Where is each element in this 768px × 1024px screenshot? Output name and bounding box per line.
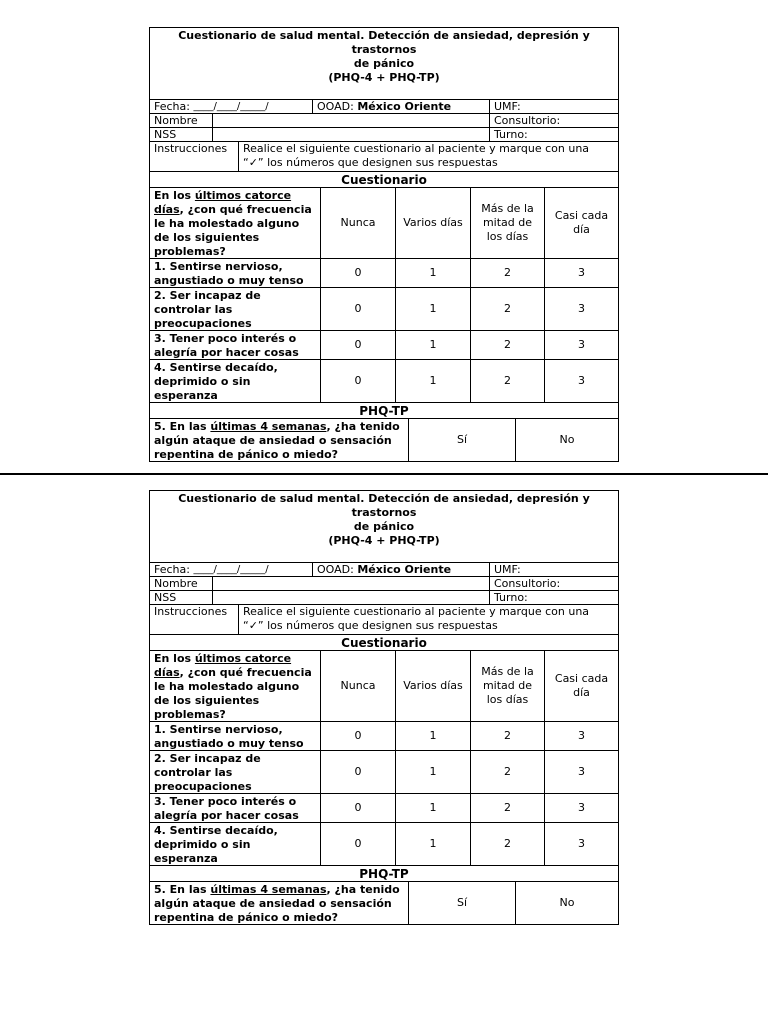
- answer-q1-v3[interactable]: 3: [544, 722, 618, 750]
- section-cuestionario: Cuestionario: [341, 635, 427, 650]
- answer-q4-v3[interactable]: 3: [544, 360, 618, 402]
- question-header-underline-2: días: [154, 203, 180, 216]
- title-row: [150, 28, 618, 99]
- q5-text-1: 5. En las: [154, 420, 211, 433]
- answer-q3-v0[interactable]: 0: [320, 331, 395, 359]
- section-phqtp: PHQ-TP: [359, 866, 409, 881]
- nombre-row: [150, 576, 618, 590]
- phqtp-header-row: [150, 402, 618, 418]
- instrucciones-line-1: Realice el siguiente cuestionario al paciente y marque con una: [243, 142, 590, 155]
- answer-q4-v0[interactable]: 0: [320, 823, 395, 865]
- question-text-4: 4. Sentirse decaído, deprimido o sin esperanza: [154, 361, 278, 402]
- question-row-2: [150, 287, 618, 330]
- question-header-text-1: En los: [154, 652, 195, 665]
- instrucciones-line-2: “✓” los números que designen sus respuestas: [243, 156, 498, 169]
- answer-q2-v2[interactable]: 2: [470, 751, 544, 793]
- q5-option-si[interactable]: Sí: [408, 419, 515, 461]
- cuestionario-header-row: [150, 171, 618, 187]
- column-header-row: [150, 187, 618, 258]
- umf-label: UMF:: [494, 100, 521, 113]
- col-varios-dias: Varios días: [395, 188, 470, 258]
- fecha-cell[interactable]: [150, 100, 312, 113]
- answer-q3-v3[interactable]: 3: [544, 794, 618, 822]
- q5-underline: últimas 4 semanas: [210, 883, 327, 896]
- fecha-label: Fecha:: [154, 100, 190, 113]
- title-line-2: de pánico: [353, 57, 415, 70]
- answer-q1-v3[interactable]: 3: [544, 259, 618, 287]
- answer-q3-v1[interactable]: 1: [395, 331, 470, 359]
- q5-row: [150, 418, 618, 461]
- answer-q4-v0[interactable]: 0: [320, 360, 395, 402]
- title-line-3: (PHQ-4 + PHQ-TP): [328, 71, 440, 84]
- answer-q1-v1[interactable]: 1: [395, 259, 470, 287]
- question-row-2: [150, 750, 618, 793]
- answer-q4-v2[interactable]: 2: [470, 360, 544, 402]
- turno-cell[interactable]: [489, 128, 618, 141]
- question-row-4: [150, 359, 618, 402]
- answer-q4-v3[interactable]: 3: [544, 823, 618, 865]
- nss-row: [150, 590, 618, 604]
- consultorio-label: Consultorio:: [494, 114, 561, 127]
- ooad-value: México Oriente: [357, 563, 452, 576]
- answer-q1-v1[interactable]: 1: [395, 722, 470, 750]
- col-nunca: Nunca: [320, 188, 395, 258]
- q5-text: [150, 882, 408, 924]
- phqtp-header-row: [150, 865, 618, 881]
- turno-cell[interactable]: [489, 591, 618, 604]
- nombre-row: [150, 113, 618, 127]
- question-header: [150, 651, 320, 721]
- ooad-value: México Oriente: [357, 100, 452, 113]
- ooad-cell: [312, 563, 489, 576]
- fecha-row: [150, 562, 618, 576]
- question-header-underline-1: últimos catorce: [194, 189, 292, 202]
- question-row-1: [150, 258, 618, 287]
- questionnaire-form-1: [149, 27, 619, 462]
- instrucciones-row: [150, 604, 618, 634]
- column-header-row: [150, 650, 618, 721]
- question-text-2: 2. Ser incapaz de controlar las preocupaciones: [154, 752, 261, 793]
- answer-q2-v0[interactable]: 0: [320, 288, 395, 330]
- answer-q4-v1[interactable]: 1: [395, 823, 470, 865]
- answer-q3-v2[interactable]: 2: [470, 331, 544, 359]
- q5-row: [150, 881, 618, 924]
- answer-q4-v1[interactable]: 1: [395, 360, 470, 402]
- answer-q2-v2[interactable]: 2: [470, 288, 544, 330]
- nombre-field[interactable]: [212, 114, 489, 127]
- fecha-blank: ____/____/_____/: [193, 101, 269, 112]
- umf-cell[interactable]: [489, 100, 618, 113]
- answer-q3-v2[interactable]: 2: [470, 794, 544, 822]
- question-header-underline-2: días: [154, 666, 180, 679]
- question-header-text-1: En los: [154, 189, 195, 202]
- nss-label-cell: [150, 591, 212, 604]
- answer-q2-v3[interactable]: 3: [544, 751, 618, 793]
- title-line-2: de pánico: [353, 520, 415, 533]
- answer-q1-v2[interactable]: 2: [470, 259, 544, 287]
- question-header-underline-1: últimos catorce: [194, 652, 292, 665]
- consultorio-cell[interactable]: [489, 577, 618, 590]
- ooad-label: OOAD:: [317, 100, 354, 113]
- col-casi-cada-dia: Casi cada día: [544, 188, 618, 258]
- fecha-label: Fecha:: [154, 563, 190, 576]
- col-mas-de-la-mitad: Más de la mitad de los días: [470, 651, 544, 721]
- form-title: [150, 28, 618, 99]
- page-divider: [0, 473, 768, 475]
- q5-underline: últimas 4 semanas: [210, 420, 327, 433]
- col-casi-cada-dia: Casi cada día: [544, 651, 618, 721]
- instrucciones-text: [238, 605, 618, 634]
- question-row-1: [150, 721, 618, 750]
- answer-q1-v2[interactable]: 2: [470, 722, 544, 750]
- nombre-label-cell: [150, 114, 212, 127]
- answer-q2-v0[interactable]: 0: [320, 751, 395, 793]
- question-header-text-2: , ¿con qué frecuencia le ha molestado alguno de los siguientes problemas?: [154, 666, 312, 721]
- ooad-cell: [312, 100, 489, 113]
- instrucciones-text: [238, 142, 618, 171]
- question-text-2: 2. Ser incapaz de controlar las preocupaciones: [154, 289, 261, 330]
- q5-option-si[interactable]: Sí: [408, 882, 515, 924]
- questionnaire-form-2: [149, 490, 619, 925]
- cuestionario-header-row: [150, 634, 618, 650]
- q5-option-no[interactable]: No: [515, 419, 618, 461]
- question-text-4: 4. Sentirse decaído, deprimido o sin esperanza: [154, 824, 278, 865]
- instrucciones-label-cell: [150, 605, 238, 634]
- fecha-blank: ____/____/_____/: [193, 564, 269, 575]
- nss-label: NSS: [154, 128, 177, 141]
- section-cuestionario: Cuestionario: [341, 172, 427, 187]
- fecha-cell[interactable]: [150, 563, 312, 576]
- answer-q3-v3[interactable]: 3: [544, 331, 618, 359]
- nombre-label: Nombre: [154, 114, 198, 127]
- title-line-1: Cuestionario de salud mental. Detección de ansiedad, depresión y trastornos: [178, 29, 590, 56]
- title-line-1: Cuestionario de salud mental. Detección de ansiedad, depresión y trastornos: [178, 492, 590, 519]
- q5-text-2: , ¿ha tenido algún ataque de ansiedad o sensación repentina de pánico o miedo?: [154, 883, 400, 924]
- answer-q3-v0[interactable]: 0: [320, 794, 395, 822]
- nombre-field[interactable]: [212, 577, 489, 590]
- fecha-row: [150, 99, 618, 113]
- nss-label-cell: [150, 128, 212, 141]
- col-nunca: Nunca: [320, 651, 395, 721]
- question-header: [150, 188, 320, 258]
- question-text-3: 3. Tener poco interés o alegría por hacer cosas: [154, 332, 299, 359]
- q5-option-no[interactable]: No: [515, 882, 618, 924]
- answer-q2-v1[interactable]: 1: [395, 751, 470, 793]
- col-mas-de-la-mitad: Más de la mitad de los días: [470, 188, 544, 258]
- nombre-label: Nombre: [154, 577, 198, 590]
- question-row-3: [150, 793, 618, 822]
- turno-label: Turno:: [494, 591, 528, 604]
- instrucciones-row: [150, 141, 618, 171]
- question-row-4: [150, 822, 618, 865]
- nss-field[interactable]: [212, 591, 489, 604]
- consultorio-label: Consultorio:: [494, 577, 561, 590]
- answer-q2-v3[interactable]: 3: [544, 288, 618, 330]
- answer-q3-v1[interactable]: 1: [395, 794, 470, 822]
- instrucciones-label: Instrucciones: [154, 605, 228, 618]
- title-row: [150, 491, 618, 562]
- instrucciones-label-cell: [150, 142, 238, 171]
- answer-q1-v0[interactable]: 0: [320, 722, 395, 750]
- consultorio-cell[interactable]: [489, 114, 618, 127]
- nss-label: NSS: [154, 591, 177, 604]
- question-text-3: 3. Tener poco interés o alegría por hacer cosas: [154, 795, 299, 822]
- col-varios-dias: Varios días: [395, 651, 470, 721]
- title-line-3: (PHQ-4 + PHQ-TP): [328, 534, 440, 547]
- nss-row: [150, 127, 618, 141]
- nombre-label-cell: [150, 577, 212, 590]
- question-text-1: 1. Sentirse nervioso, angustiado o muy tenso: [154, 723, 304, 750]
- instrucciones-line-1: Realice el siguiente cuestionario al paciente y marque con una: [243, 605, 590, 618]
- question-header-text-2: , ¿con qué frecuencia le ha molestado alguno de los siguientes problemas?: [154, 203, 312, 258]
- answer-q2-v1[interactable]: 1: [395, 288, 470, 330]
- question-row-3: [150, 330, 618, 359]
- instrucciones-line-2: “✓” los números que designen sus respuestas: [243, 619, 498, 632]
- question-text-1: 1. Sentirse nervioso, angustiado o muy tenso: [154, 260, 304, 287]
- umf-cell[interactable]: [489, 563, 618, 576]
- ooad-label: OOAD:: [317, 563, 354, 576]
- section-phqtp: PHQ-TP: [359, 403, 409, 418]
- turno-label: Turno:: [494, 128, 528, 141]
- q5-text-2: , ¿ha tenido algún ataque de ansiedad o sensación repentina de pánico o miedo?: [154, 420, 400, 461]
- answer-q4-v2[interactable]: 2: [470, 823, 544, 865]
- q5-text-1: 5. En las: [154, 883, 211, 896]
- form-title: [150, 491, 618, 562]
- instrucciones-label: Instrucciones: [154, 142, 228, 155]
- answer-q1-v0[interactable]: 0: [320, 259, 395, 287]
- umf-label: UMF:: [494, 563, 521, 576]
- q5-text: [150, 419, 408, 461]
- nss-field[interactable]: [212, 128, 489, 141]
